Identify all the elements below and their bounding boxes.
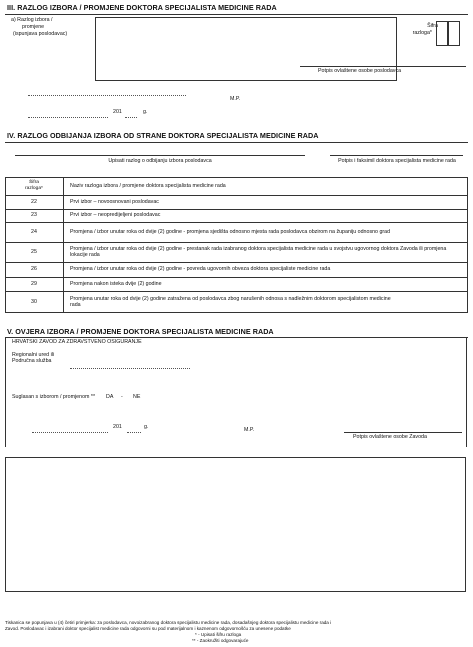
table-row-text: Promjena / izbor unutar roka od dvije (2) godine - povreda ugovornih obveza doktora specijaliste medicine rada [70,266,331,273]
section5-title: V. OVJERA IZBORA / PROMJENE DOKTORA SPECIJALISTA MEDICINE RADA [7,327,274,336]
year-suffix: g. [143,109,148,115]
table-row-code: 25 [31,248,37,255]
footer-legend-1: * - Upisati šifru razloga [195,632,242,637]
table-row-text: Promjena nakon isteka dvije (2) godine [70,280,162,287]
refusal-reason-line[interactable] [15,155,305,156]
table-header-code [5,177,63,195]
agree-yes-option[interactable]: DA [106,394,114,400]
office-label-2: Područna služba [12,358,52,364]
section3-title-rule [5,14,468,15]
employer-signature-caption: Potpis ovlaštene osobe poslodavca [318,68,402,74]
institute-signature-caption: Potpis ovlaštene osobe Zavoda [353,434,427,440]
refusal-reason-caption: Upisati razlog o odbijanju izbora poslodavca [108,158,212,164]
section5-year-dotted-line[interactable] [127,432,141,433]
table-header-name: Naziv razloga izbora / promjene doktora specijalista medicine rada [70,182,226,189]
section3-title: III. RAZLOG IZBORA / PROMJENE DOKTORA SPECIJALISTA MEDICINE RADA [7,3,277,12]
table-row-text: Promjena / izbor unutar roka od dvije (2) godine - prestanak rada izabranog doktora specijalista medicine rada u svojstvu ugovornog doktora Zavoda ili promjena lokacije rada [70,245,447,258]
table-row-code: 23 [31,212,37,219]
table-row-text: Promjena / izbor unutar roka od dvije (2) godine - promjena sjedišta odnosno mjesta rada poslodavca obzirom na županiju odnosno grad [70,228,391,235]
office-label-1: Regionalni ured ili [12,352,55,358]
doctor-signature-caption: Potpis i faksimil doktora specijalista medicine rada [338,158,456,164]
footer-note-2: Zavod. Poslodavac i izabrani doktor specijalist medicine rada odgovorni su pod materijalnom i kaznenom odgovornošću za unesene podatke [5,626,291,631]
table-row-code: 22 [31,198,37,205]
agree-no-option[interactable]: NE [133,394,141,400]
section4-title-rule [5,142,468,143]
section5-year-prefix: 201 [113,424,122,430]
section5-frame-right [466,337,467,447]
table-header-code-1: Šifra [28,180,40,186]
year-dotted-line[interactable] [125,117,137,118]
reason-label-1: a) Razlog izbora / [11,17,53,23]
reason-label-2: promjene [22,24,45,30]
year-prefix: 201 [113,109,122,115]
doctor-signature-line[interactable] [330,155,463,156]
notes-box[interactable] [5,457,466,592]
table-row-text: Prvi izbor – neopredijeljeni poslodavac [70,212,161,219]
employer-signature-line[interactable] [300,66,466,67]
table-row-code: 29 [31,280,37,287]
section5-title-rule [5,337,468,338]
section5-frame-left [5,337,6,447]
code-digit-box-1[interactable] [436,21,448,46]
agree-label: Suglasan s izborom / promjenom ** [12,394,96,400]
table-header-code-2: razloga* [25,186,43,191]
footer-note-1: Tiskanica se popunjava u (4) četiri primjerka: za poslodavca, novoizabranog doktora specijalistu medicine rada, dosadašnjeg doktora specijalistu medicine rada i [5,620,332,625]
code-label-1: Šifra [427,23,438,29]
table-row-text: Prvi izbor – novoosnovani poslodavac [70,198,159,205]
section4-title: IV. RAZLOG ODBIJANJA IZBORA OD STRANE DOKTORA SPECIJALISTA MEDICINE RADA [7,131,319,140]
section5-mp-stamp-label: M.P. [244,427,255,433]
place-dotted-line[interactable] [28,95,186,96]
section5-date-dotted-line[interactable] [32,432,108,433]
reason-label-3: (ispunjava poslodavac) [13,31,68,37]
mp-stamp-label: M.P. [230,96,241,102]
code-label-2: razloga* [412,30,432,36]
table-row-code: 30 [31,298,37,305]
institute-signature-line[interactable] [344,432,462,433]
institute-name: HRVATSKI ZAVOD ZA ZDRAVSTVENO OSIGURANJE [12,339,142,345]
code-digit-box-2[interactable] [448,21,460,46]
office-dotted-line[interactable] [70,368,190,369]
footer-legend-2: ** - Zaokružiti odgovarajuće [192,638,249,643]
table-row-code: 26 [31,266,37,273]
section5-year-suffix: g. [144,424,149,430]
date-dotted-line[interactable] [28,117,108,118]
table-row-code: 24 [31,228,37,235]
agree-dash: - [121,394,123,400]
reasons-table-column-divider [63,177,64,313]
table-row-text: Promjena unutar roka od dvije (2) godine zatražena od poslodavca zbog narušenih odnosa s nadležnim doktorom specijalistom medicine rada [70,295,391,308]
